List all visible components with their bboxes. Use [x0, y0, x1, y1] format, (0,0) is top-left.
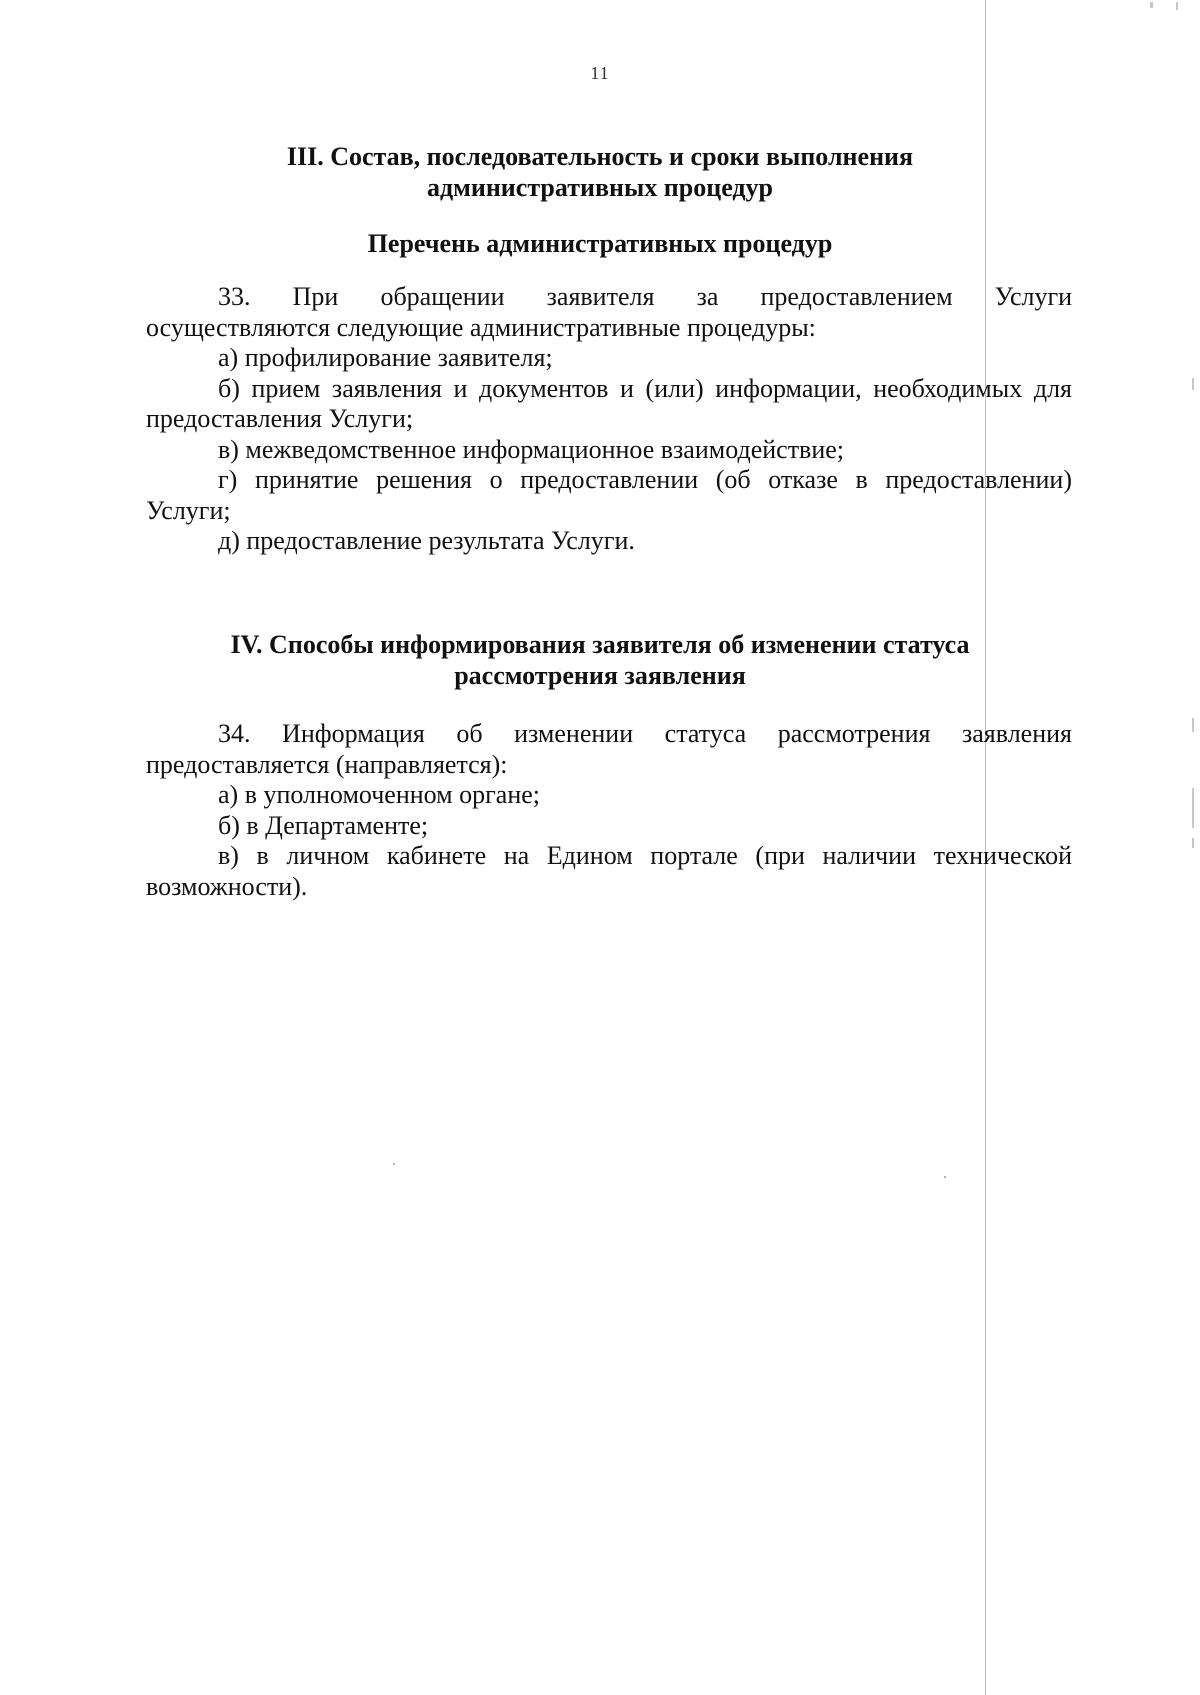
scan-speck — [944, 1176, 946, 1178]
paragraph-34-item-a: а) в уполномоченном органе; — [218, 780, 541, 809]
scan-edge-mark — [1192, 838, 1194, 848]
paragraph-34-item-b: б) в Департаменте; — [218, 810, 429, 840]
section-3-title — [100, 141, 1100, 203]
scan-edge-mark — [1192, 378, 1194, 390]
paragraph-33-item-d: д) предоставление результата Услуги. — [218, 526, 635, 555]
paragraph-33-word: 33. При — [218, 282, 339, 311]
paragraph-33-word: Услуги — [994, 282, 1073, 311]
paragraph-34 — [146, 719, 1072, 902]
paragraph-33-word: предоставлением — [760, 282, 953, 311]
paragraph-33 — [146, 282, 1072, 557]
paragraph-33-intro-line-1 — [146, 282, 1072, 313]
paragraph-33-word: обращении — [380, 282, 505, 311]
paragraph-34-intro: 34. Информация об изменении статуса рассмотрения заявления предоставляется (направляется): — [146, 719, 1072, 779]
paragraph-33-intro-line-2: осуществляются следующие административные процедуры: — [146, 312, 816, 342]
scan-edge-mark — [1192, 788, 1194, 828]
paragraph-34-item-v: в) в личном кабинете на Едином портале (при наличии технической возможности). — [146, 841, 1072, 901]
paragraph-33-item-v: в) межведомственное информационное взаимодействие; — [218, 434, 845, 464]
paragraph-33-item-a: а) профилирование заявителя; — [218, 343, 553, 372]
paragraph-33-item-b: б) прием заявления и документов и (или) информации, необходимых для предоставления Услуги; — [146, 373, 1072, 433]
section-3-title-line-1: III. Состав, последовательность и сроки выполнения — [286, 142, 914, 171]
scan-edge-mark — [1176, 2, 1178, 10]
paragraph-33-item-g: г) принятие решения о предоставлении (об отказе в предоставлении) Услуги; — [146, 465, 1072, 525]
scan-edge-mark — [1192, 718, 1194, 732]
page-number: 11 — [590, 63, 610, 83]
paragraph-33-word: заявителя — [546, 282, 655, 311]
paragraph-33-word: за — [696, 282, 719, 311]
section-4-title — [100, 629, 1100, 691]
scan-edge-mark — [1150, 2, 1153, 8]
section-3-subtitle: Перечень административных процедур — [367, 229, 833, 258]
section-4-title-line-1: IV. Способы информирования заявителя об изменении статуса — [230, 630, 970, 659]
section-4-title-line-2: рассмотрения заявления — [454, 661, 746, 690]
scan-speck — [393, 1163, 395, 1165]
section-3-title-line-2: административных процедур — [426, 173, 774, 202]
